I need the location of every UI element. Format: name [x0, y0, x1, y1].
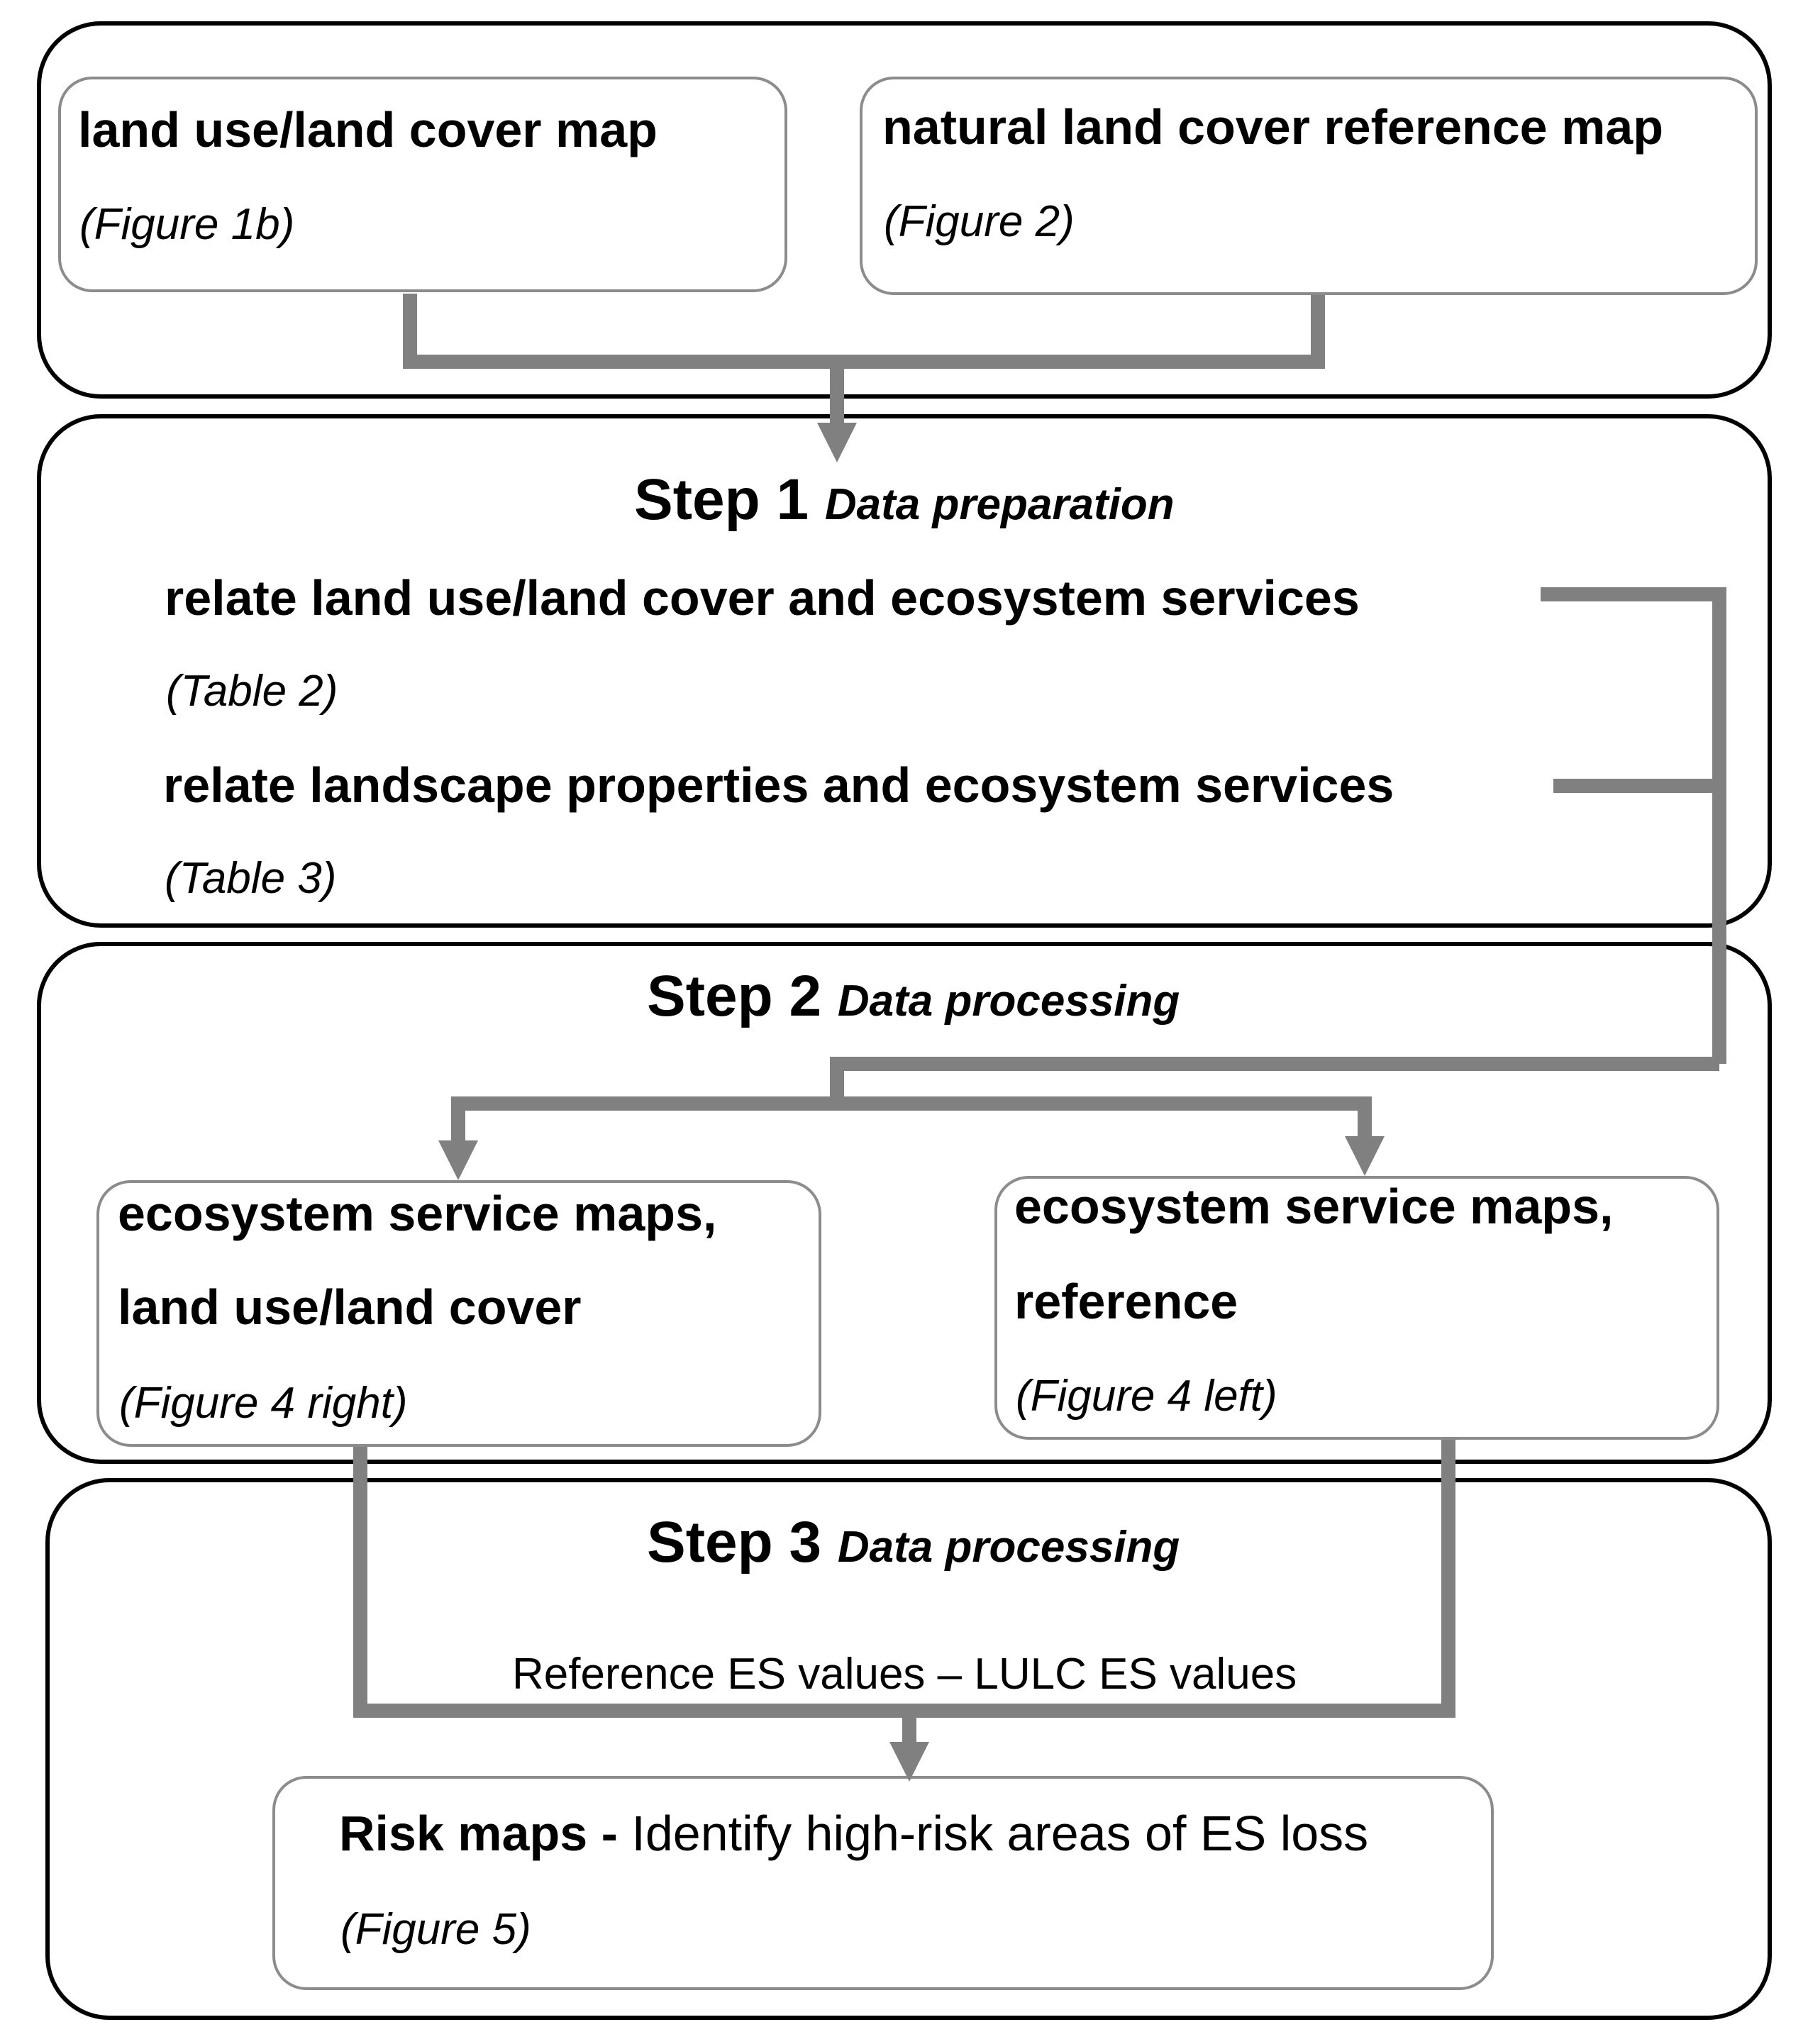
es-reference-line2: reference — [1014, 1274, 1238, 1329]
step1-item2-text: relate landscape properties and ecosystem services — [163, 757, 1394, 813]
step3-subtitle: Data processing — [837, 1523, 1180, 1572]
es-lulc-ref: (Figure 4 right) — [119, 1379, 408, 1428]
step1-subtitle: Data preparation — [824, 480, 1175, 529]
connector-item1-bus — [1541, 594, 1719, 1064]
step3-heading — [647, 1510, 1180, 1574]
es-reference-line1: ecosystem service maps, — [1014, 1179, 1614, 1234]
reference-map-ref: (Figure 2) — [884, 197, 1075, 246]
step3-formula: Reference ES values – LULC ES values — [512, 1650, 1297, 1699]
step1-item2-ref: (Table 3) — [165, 854, 337, 903]
es-lulc-line2: land use/land cover — [118, 1279, 582, 1335]
step1-item1-ref: (Table 2) — [166, 667, 338, 716]
step3-label: Step 3 — [647, 1510, 822, 1574]
step1-item1-text: relate land use/land cover and ecosystem services — [165, 570, 1360, 626]
arrowhead-to-es-lulc — [438, 1140, 478, 1180]
risk-maps-ref: (Figure 5) — [340, 1905, 531, 1954]
es-reference-ref: (Figure 4 left) — [1016, 1372, 1277, 1421]
arrowhead-to-risk — [889, 1742, 929, 1782]
reference-map-title: natural land cover reference map — [882, 99, 1663, 155]
arrowhead-to-es-reference — [1345, 1136, 1385, 1176]
connector-split — [458, 1104, 1365, 1148]
risk-maps-text: Identify high-risk areas of ES loss — [631, 1806, 1369, 1861]
arrowhead-to-step1 — [817, 423, 857, 462]
step2-label: Step 2 — [647, 964, 822, 1028]
risk-maps-line — [339, 1806, 1369, 1861]
step2-heading — [647, 964, 1180, 1028]
lulc-map-ref: (Figure 1b) — [79, 200, 295, 249]
connector-inputs-merge — [410, 294, 1318, 362]
es-lulc-line1: ecosystem service maps, — [118, 1186, 717, 1241]
step2-subtitle: Data processing — [837, 977, 1180, 1026]
lulc-map-title: land use/land cover map — [78, 102, 658, 157]
step1-label: Step 1 — [634, 467, 809, 532]
risk-maps-title: Risk maps - — [339, 1806, 618, 1861]
step1-heading — [634, 467, 1175, 532]
